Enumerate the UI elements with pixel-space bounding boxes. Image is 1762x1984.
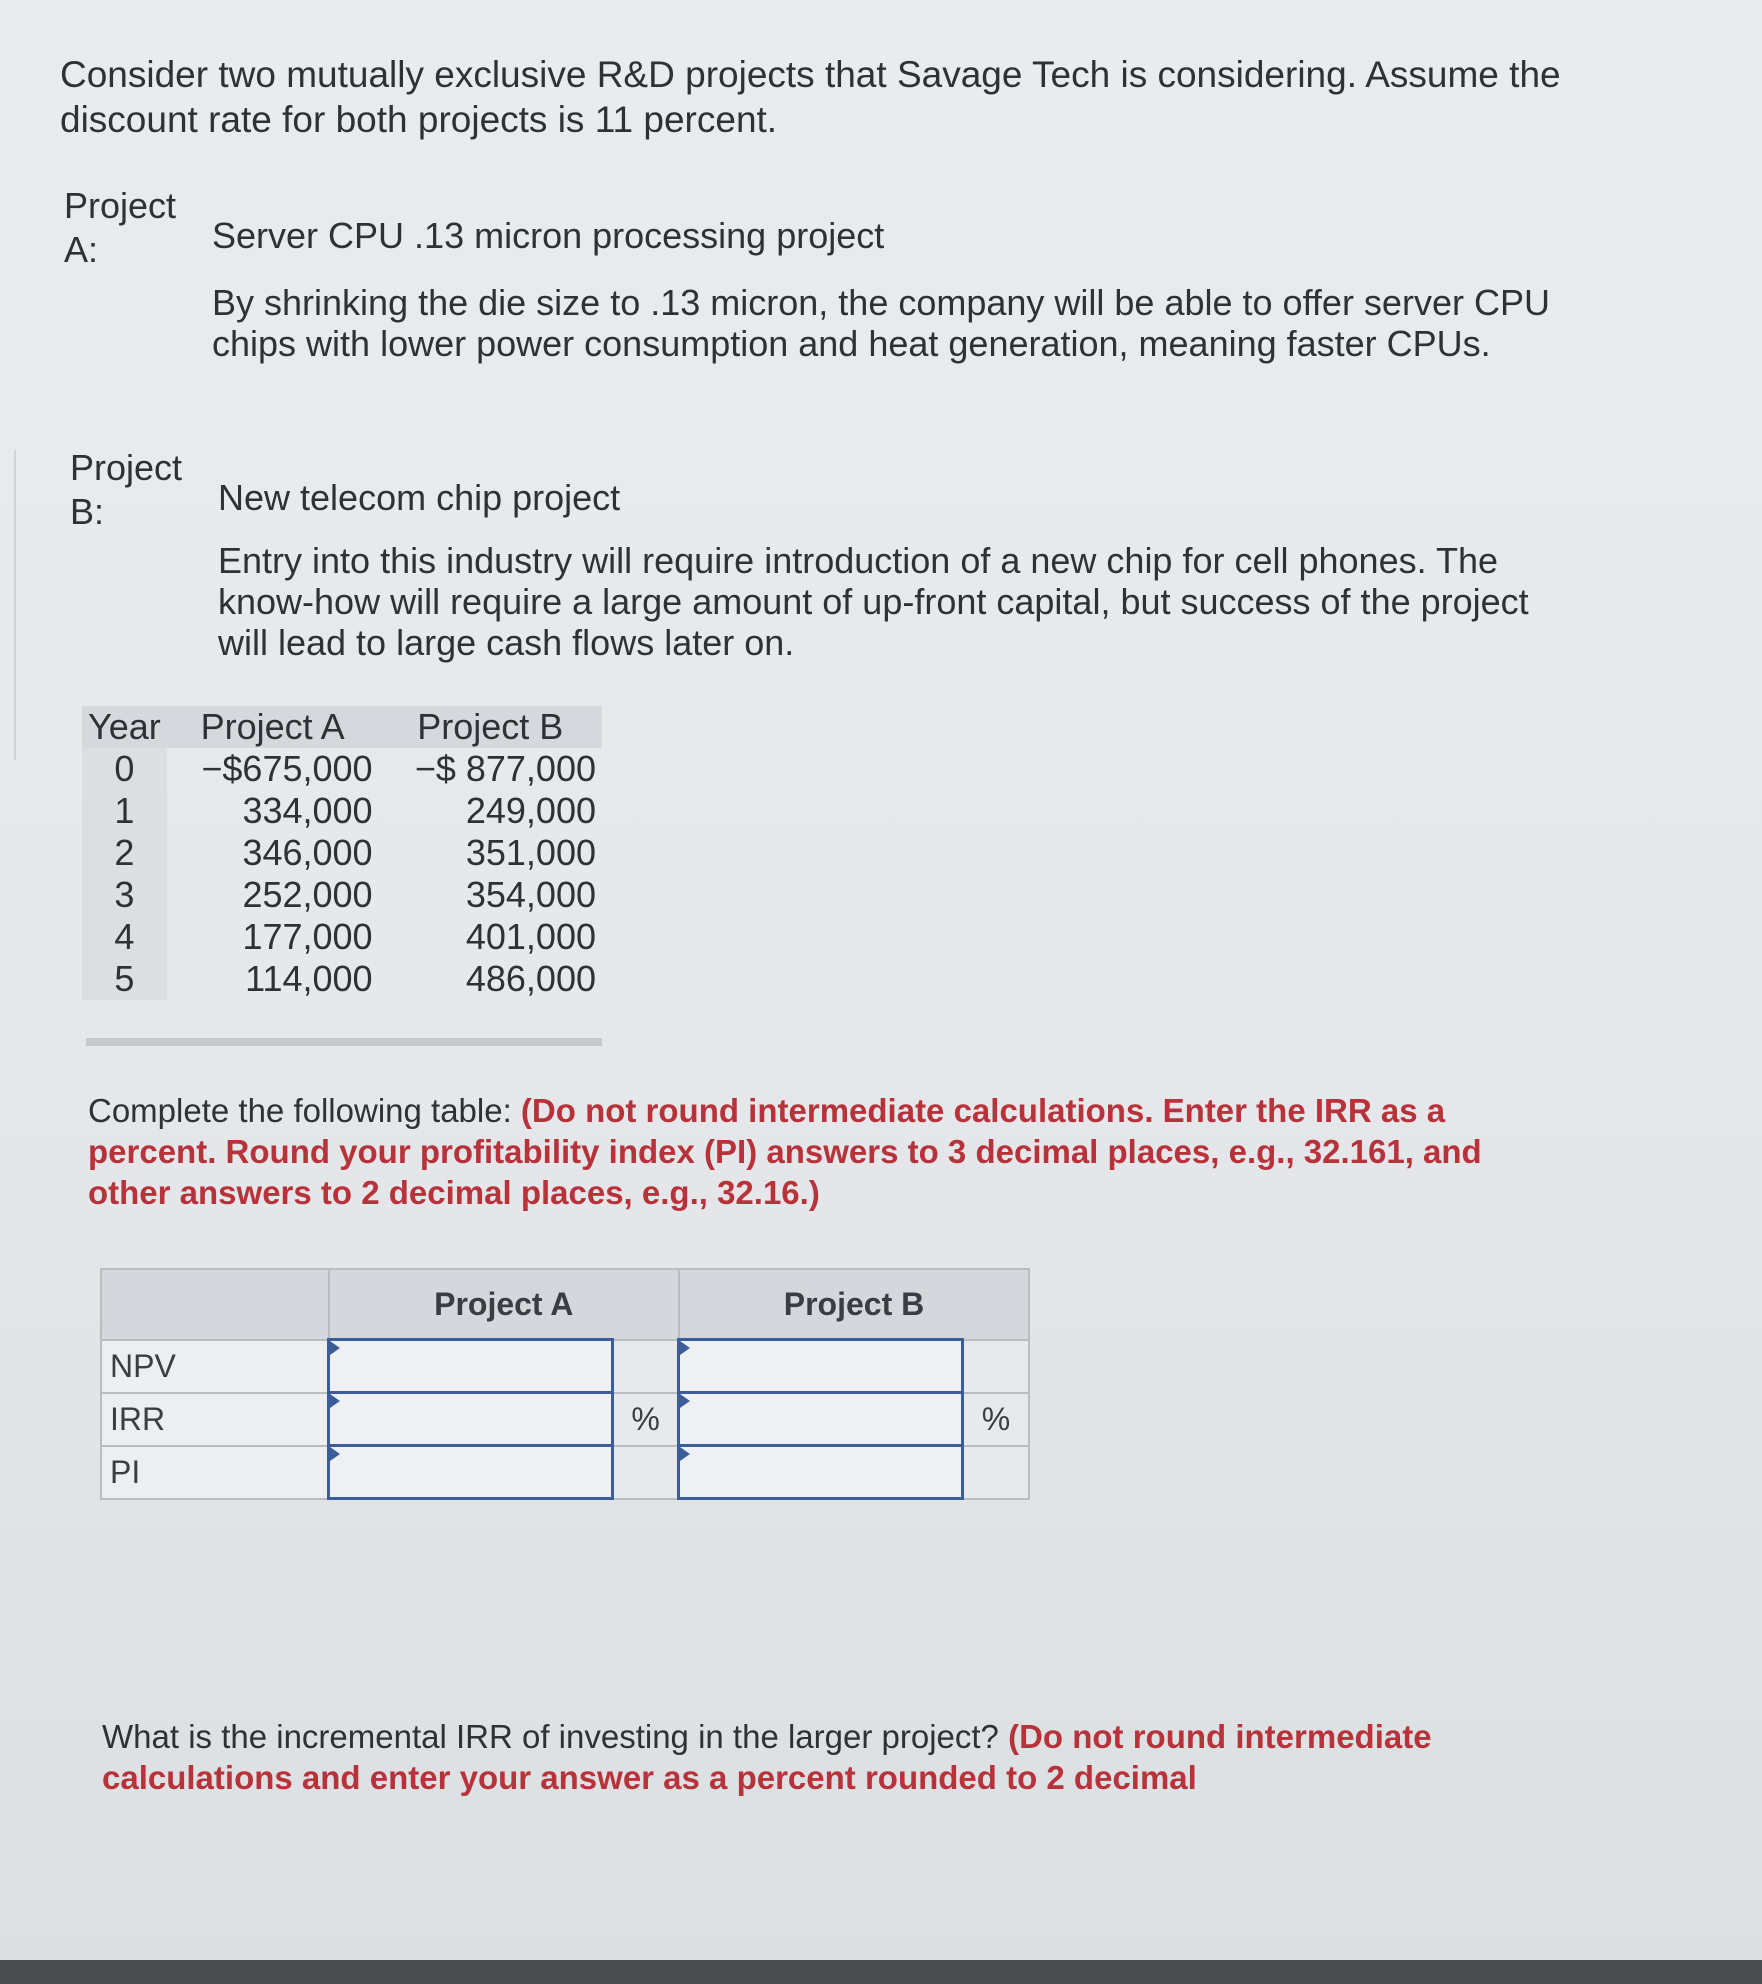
irr-project-a-input[interactable]	[329, 1393, 613, 1446]
answer-table	[100, 1268, 1030, 1500]
year-cell: 3	[82, 874, 167, 916]
table-row	[82, 748, 602, 790]
project-a-title: Server CPU .13 micron processing project	[212, 215, 885, 256]
project-a-cash-flow: −$675,000	[201, 748, 373, 789]
irr-project-b-input[interactable]	[679, 1393, 963, 1446]
answer-header-row	[101, 1269, 1029, 1340]
question-rounding-note: (Do not round intermediate calculations and enter your answer as a percent rounded to 2 decimal	[102, 1718, 1432, 1796]
project-a-cash-flow: 114,000	[245, 958, 373, 999]
col-header-project-b: Project B	[379, 706, 602, 748]
project-b-cash-flow: −$ 877,000	[414, 748, 596, 789]
question-lead: What is the incremental IRR of investing in the larger project?	[102, 1718, 1009, 1755]
project-a-cash-flow: 346,000	[242, 832, 373, 873]
project-a-label: Project A:	[64, 185, 177, 270]
project-a-description: By shrinking the die size to .13 micron, the company will be able to offer server CPU chips with lower power consumption and heat generation, meaning faster CPUs.	[212, 282, 1550, 364]
year-cell: 2	[82, 832, 167, 874]
table-row	[82, 832, 602, 874]
irr-project-a-unit: %	[612, 1393, 679, 1446]
project-a-cash-flow: 334,000	[242, 790, 373, 831]
cash-flow-table	[82, 706, 602, 1000]
answer-row-irr	[101, 1393, 1029, 1446]
year-cell: 4	[82, 916, 167, 958]
npv-project-b-unit	[963, 1340, 1029, 1393]
project-b-cash-flow: 486,000	[465, 958, 596, 999]
project-b-title: New telecom chip project	[218, 477, 621, 518]
incremental-irr-question	[102, 1716, 1542, 1798]
left-edge-divider	[0, 450, 16, 760]
problem-intro: Consider two mutually exclusive R&D projects that Savage Tech is considering. Assume the discount rate for both projects is 11 percent.	[60, 54, 1561, 140]
answer-row-pi	[101, 1446, 1029, 1499]
npv-project-a-unit	[612, 1340, 679, 1393]
year-cell: 0	[82, 748, 167, 790]
irr-project-b-unit: %	[963, 1393, 1029, 1446]
pi-project-b-unit	[963, 1446, 1029, 1499]
table-row	[82, 958, 602, 1000]
answer-header-corner	[101, 1269, 329, 1340]
project-b-cash-flow: 401,000	[465, 916, 596, 957]
pi-project-a-input[interactable]	[329, 1446, 613, 1499]
table-row	[82, 916, 602, 958]
project-a-cash-flow: 252,000	[242, 874, 373, 915]
npv-project-a-input[interactable]	[329, 1340, 613, 1393]
year-cell: 1	[82, 790, 167, 832]
project-b-cash-flow: 249,000	[465, 790, 596, 831]
table-bottom-rule	[86, 1038, 602, 1046]
table-instruction	[88, 1090, 1528, 1213]
project-a-cash-flow: 177,000	[242, 916, 373, 957]
pi-project-b-input[interactable]	[679, 1446, 963, 1499]
row-label-irr: IRR	[101, 1393, 329, 1446]
cash-flow-header-row	[82, 706, 602, 748]
row-label-npv: NPV	[101, 1340, 329, 1393]
answer-row-npv	[101, 1340, 1029, 1393]
project-b-description: Entry into this industry will require introduction of a new chip for cell phones. The know-how will require a large amount of up-front capital, but success of the project will lead to large cash flows later on.	[218, 540, 1529, 663]
col-header-year: Year	[82, 706, 167, 748]
instruction-rounding-note: (Do not round intermediate calculations. Enter the IRR as a percent. Round your profitability index (PI) answers to 3 decimal places, e.g., 32.161, and other answers to 2 decimal places, e.g., 32.16.)	[88, 1092, 1482, 1211]
project-b-cash-flow: 354,000	[465, 874, 596, 915]
instruction-lead: Complete the following table:	[88, 1092, 521, 1129]
screen-bottom-edge	[0, 1960, 1762, 1984]
year-cell: 5	[82, 958, 167, 1000]
answer-col-header-project-a: Project A	[329, 1269, 679, 1340]
pi-project-a-unit	[612, 1446, 679, 1499]
row-label-pi: PI	[101, 1446, 329, 1499]
npv-project-b-input[interactable]	[679, 1340, 963, 1393]
col-header-project-a: Project A	[167, 706, 379, 748]
project-b-label: Project B:	[70, 447, 183, 532]
table-row	[82, 874, 602, 916]
project-b-cash-flow: 351,000	[465, 832, 596, 873]
answer-col-header-project-b: Project B	[679, 1269, 1029, 1340]
table-row	[82, 790, 602, 832]
